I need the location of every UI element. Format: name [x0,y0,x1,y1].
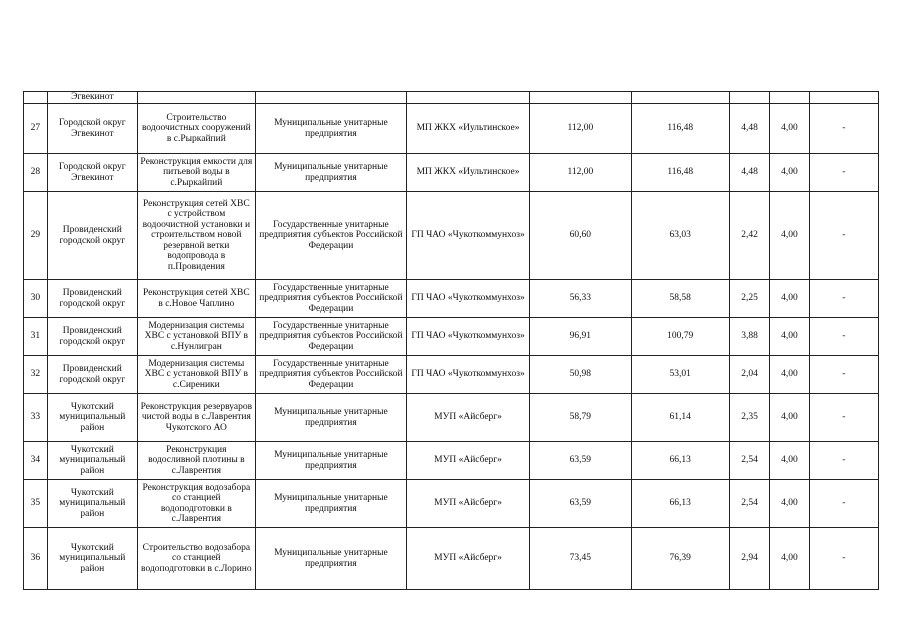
cell-value-3: 2,54 [729,480,769,528]
cell-number: 27 [24,104,48,154]
cell-value-4: 4,00 [770,480,809,528]
table-row [24,394,879,442]
cell-org-type: Муниципальные унитарные предприятия [255,154,406,192]
cell-org: МУП «Айсберг» [406,394,529,442]
cell-value-4: 4,00 [770,104,809,154]
cell-district: Провиденский городской округ [47,356,137,394]
table-row [24,280,879,318]
cell-value-5: - [809,394,878,442]
cell-org-type: Муниципальные унитарные предприятия [255,104,406,154]
cell-org-type: Муниципальные унитарные предприятия [255,394,406,442]
cell-org: ГП ЧАО «Чукоткоммунхоз» [406,318,529,356]
cell-district: Чукотский муниципальный район [47,480,137,528]
cell-district: Провиденский городской округ [47,280,137,318]
cell-value-3: 3,88 [729,318,769,356]
cell-value-4: 4,00 [770,356,809,394]
cell-org: МУП «Айсберг» [406,442,529,480]
cell-project: Строительство водоочистных сооружений в с.Рыркайпий [137,104,255,154]
cell-v4 [770,92,809,104]
cell-value-2: 63,03 [631,192,729,280]
cell-value-1: 56,33 [530,280,631,318]
cell-value-5: - [809,480,878,528]
cell-number: 31 [24,318,48,356]
cell-value-2: 100,79 [631,318,729,356]
cell-value-2: 116,48 [631,104,729,154]
cell-district: Эгвекинот [47,92,137,104]
cell-value-4: 4,00 [770,192,809,280]
cell-number: 29 [24,192,48,280]
cell-org [406,92,529,104]
cell-value-4: 4,00 [770,394,809,442]
cell-number: 30 [24,280,48,318]
cell-org-type: Муниципальные унитарные предприятия [255,442,406,480]
cell-project: Реконструкция сетей ХВС в с.Новое Чаплино [137,280,255,318]
cell-v3 [729,92,769,104]
table-row [24,104,879,154]
cell-project: Модернизация системы ХВС с установкой ВПУ в с.Нунлигран [137,318,255,356]
cell-district: Городской округ Эгвекинот [47,104,137,154]
cell-org: ГП ЧАО «Чукоткоммунхоз» [406,280,529,318]
cell-n [24,92,48,104]
cell-org: МУП «Айсберг» [406,480,529,528]
cell-value-3: 2,94 [729,528,769,590]
cell-value-2: 66,13 [631,442,729,480]
table-row [24,154,879,192]
cell-value-3: 2,54 [729,442,769,480]
cell-value-2: 76,39 [631,528,729,590]
cell-value-1: 58,79 [530,394,631,442]
cell-value-5: - [809,154,878,192]
cell-value-1: 112,00 [530,104,631,154]
cell-value-5: - [809,280,878,318]
cell-number: 35 [24,480,48,528]
cell-org: ГП ЧАО «Чукоткоммунхоз» [406,192,529,280]
cell-project: Строительство водозабора со станцией водоподготовки в с.Лорино [137,528,255,590]
cell-value-1: 50,98 [530,356,631,394]
cell-org: МП ЖКХ «Иультинское» [406,104,529,154]
cell-value-4: 4,00 [770,442,809,480]
cell-number: 36 [24,528,48,590]
cell-value-5: - [809,192,878,280]
cell-project: Модернизация системы ХВС с установкой ВПУ в с.Сиреники [137,356,255,394]
cell-value-3: 4,48 [729,104,769,154]
cell-value-1: 112,00 [530,154,631,192]
continuation-row [24,92,879,104]
cell-number: 33 [24,394,48,442]
cell-value-2: 66,13 [631,480,729,528]
cell-value-1: 96,91 [530,318,631,356]
cell-project: Реконструкция водосливной плотины в с.Лаврентия [137,442,255,480]
cell-district: Городской округ Эгвекинот [47,154,137,192]
cell-project: Реконструкция емкости для питьевой воды в с.Рыркайпий [137,154,255,192]
cell-value-5: - [809,104,878,154]
cell-org-type: Муниципальные унитарные предприятия [255,528,406,590]
table-row [24,528,879,590]
cell-value-2: 53,01 [631,356,729,394]
cell-district: Чукотский муниципальный район [47,528,137,590]
cell-org: ГП ЧАО «Чукоткоммунхоз» [406,356,529,394]
cell-v2 [631,92,729,104]
cell-value-2: 116,48 [631,154,729,192]
cell-org-type: Муниципальные унитарные предприятия [255,480,406,528]
cell-org-type: Государственные унитарные предприятия субъектов Российской Федерации [255,356,406,394]
cell-value-4: 4,00 [770,154,809,192]
cell-value-1: 73,45 [530,528,631,590]
cell-project: Реконструкция резервуаров чистой воды в с.Лаврентия Чукотского АО [137,394,255,442]
cell-value-4: 4,00 [770,318,809,356]
cell-district: Провиденский городской округ [47,318,137,356]
cell-org-type: Государственные унитарные предприятия субъектов Российской Федерации [255,318,406,356]
cell-district: Провиденский городской округ [47,192,137,280]
cell-value-5: - [809,442,878,480]
cell-value-1: 60,60 [530,192,631,280]
table-row [24,318,879,356]
cell-value-5: - [809,318,878,356]
cell-project: Реконструкция сетей ХВС с устройством водоочистной установки и строительством новой резервной ветки водопровода в п.Провидения [137,192,255,280]
cell-value-3: 2,04 [729,356,769,394]
cell-value-1: 63,59 [530,442,631,480]
cell-value-2: 58,58 [631,280,729,318]
cell-value-3: 2,42 [729,192,769,280]
cell-district: Чукотский муниципальный район [47,394,137,442]
table-row [24,192,879,280]
cell-project [137,92,255,104]
cell-v1 [530,92,631,104]
cell-project: Реконструкция водозабора со станцией водоподготовки в с.Лаврентия [137,480,255,528]
cell-district: Чукотский муниципальный район [47,442,137,480]
table-row [24,356,879,394]
table-row [24,480,879,528]
cell-org-type: Государственные унитарные предприятия субъектов Российской Федерации [255,280,406,318]
cell-org: МП ЖКХ «Иультинское» [406,154,529,192]
cell-value-5: - [809,356,878,394]
cell-value-3: 2,25 [729,280,769,318]
cell-value-4: 4,00 [770,528,809,590]
cell-value-5: - [809,528,878,590]
cell-value-2: 61,14 [631,394,729,442]
cell-number: 28 [24,154,48,192]
cell-value-1: 63,59 [530,480,631,528]
data-table [23,91,879,590]
table-row [24,442,879,480]
cell-org-type [255,92,406,104]
cell-value-3: 2,35 [729,394,769,442]
cell-org: МУП «Айсберг» [406,528,529,590]
cell-v5 [809,92,878,104]
cell-number: 34 [24,442,48,480]
cell-value-4: 4,00 [770,280,809,318]
cell-number: 32 [24,356,48,394]
cell-value-3: 4,48 [729,154,769,192]
cell-org-type: Государственные унитарные предприятия субъектов Российской Федерации [255,192,406,280]
